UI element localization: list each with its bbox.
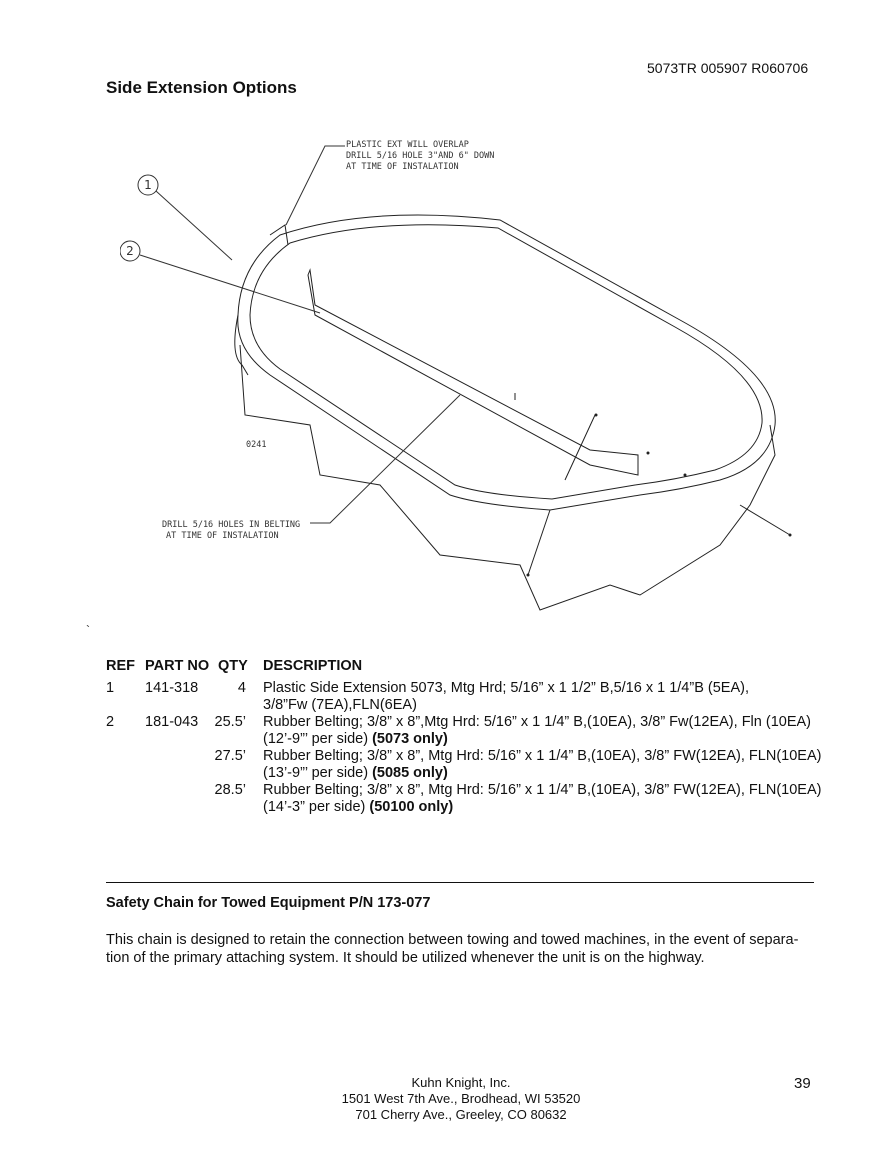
footer-address-2: 701 Cherry Ave., Greeley, CO 80632 [355, 1107, 567, 1122]
header-qty: QTY [218, 658, 248, 674]
desc-line-1: Rubber Belting; 3/8” x 8”, Mtg Hrd: 5/16” x 1 1/4” B,(10EA), 3/8” FW(12EA), FLN(10EA) [263, 782, 822, 798]
parts-table [106, 658, 836, 816]
header-part-no: PART NO [145, 658, 210, 674]
safety-chain-text [106, 931, 816, 967]
footer-address [296, 1075, 626, 1123]
row-description [263, 680, 836, 714]
row-ref: 2 [106, 714, 115, 730]
row-qty: 28.5’ [214, 782, 246, 798]
header-ref: REF [106, 658, 135, 674]
footer-company: Kuhn Knight, Inc. [411, 1075, 511, 1090]
safety-chain-text-line-1: This chain is designed to retain the connection between towing and towed machines, in the event of separa- [106, 932, 799, 948]
desc-line-1: Rubber Belting; 3/8” x 8”,Mtg Hrd: 5/16” x 1 1/4” B,(10EA), 3/8” Fw(12EA), Fln (10EA) [263, 714, 811, 730]
stray-mark: ` [86, 623, 90, 637]
desc-line-2: 3/8”Fw (7EA),FLN(6EA) [263, 697, 417, 713]
row-qty: 25.5’ [214, 714, 246, 730]
row-part-no: 181-043 [145, 714, 199, 730]
row-description [263, 782, 836, 816]
desc-side-length: (14’-3” per side) [263, 799, 370, 815]
section-divider [106, 882, 814, 883]
safety-chain-title: Safety Chain for Towed Equipment P/N 173-077 [106, 895, 431, 911]
table-row [106, 680, 836, 714]
safety-chain-text-line-2: tion of the primary attaching system. It should be utilized whenever the unit is on the highway. [106, 950, 705, 966]
parts-table-header [106, 658, 836, 680]
desc-line-1: Plastic Side Extension 5073, Mtg Hrd; 5/16” x 1 1/2” B,5/16 x 1 1/4”B (5EA), [263, 680, 749, 696]
desc-side-length: (12’-9”’ per side) [263, 731, 373, 747]
note-top-line-1: PLASTIC EXT WILL OVERLAP [346, 140, 469, 150]
note-top-line-2: DRILL 5/16 HOLE 3"AND 6" DOWN [346, 151, 495, 161]
table-row [106, 714, 836, 748]
page-number: 39 [794, 1075, 811, 1092]
desc-line-2 [263, 765, 836, 782]
drawing-id: 0241 [246, 440, 267, 450]
table-row [106, 748, 836, 782]
note-bottom-line-2: AT TIME OF INSTALATION [166, 531, 279, 541]
desc-model-note: (50100 only) [369, 799, 454, 815]
desc-model-note: (5085 only) [372, 765, 448, 781]
page-title: Side Extension Options [106, 78, 297, 97]
desc-line-2 [263, 799, 836, 816]
note-bottom-line-1: DRILL 5/16 HOLES IN BELTING [162, 520, 301, 530]
row-qty: 27.5’ [214, 748, 246, 764]
row-description [263, 748, 836, 782]
callout-1: 1 [144, 178, 152, 192]
table-row [106, 782, 836, 816]
note-top-line-3: AT TIME OF INSTALATION [346, 162, 459, 172]
desc-line-2 [263, 731, 836, 748]
desc-side-length: (13’-9”’ per side) [263, 765, 373, 781]
desc-model-note: (5073 only) [372, 731, 448, 747]
footer-address-1: 1501 West 7th Ave., Brodhead, WI 53520 [341, 1091, 581, 1106]
document-code: 5073TR 005907 R060706 [647, 60, 809, 76]
header-description: DESCRIPTION [263, 658, 363, 674]
row-part-no: 141-318 [145, 680, 199, 696]
desc-line-1: Rubber Belting; 3/8” x 8”, Mtg Hrd: 5/16” x 1 1/4” B,(10EA), 3/8” FW(12EA), FLN(10EA) [263, 748, 822, 764]
row-qty: 4 [237, 680, 246, 696]
row-description [263, 714, 836, 748]
side-extension-drawing [120, 125, 820, 625]
row-ref: 1 [106, 680, 115, 696]
callout-2: 2 [126, 244, 134, 258]
